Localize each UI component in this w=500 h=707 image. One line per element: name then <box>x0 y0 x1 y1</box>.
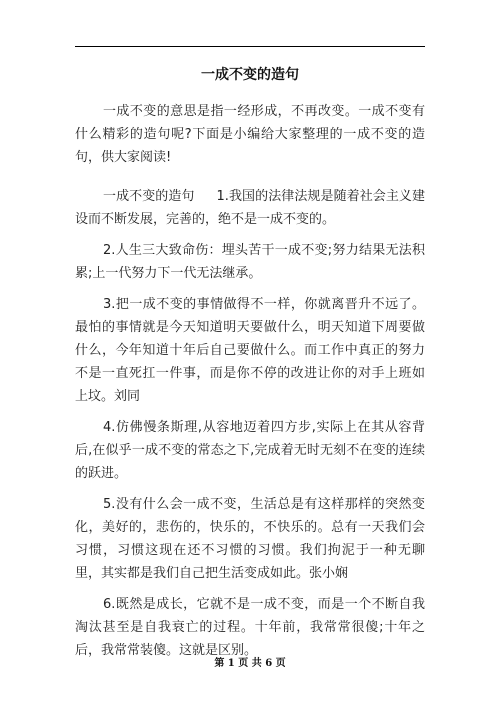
sentence-2: 2.人生三大致命伤：埋头苦干一成不变;努力结果无法积累;上一代努力下一代无法继承。 <box>75 243 425 281</box>
sentence-6: 6.既然是成长，它就不是一成不变，而是一个不断自我淘汰甚至是自我衰亡的过程。十年前，我常常很傻;十年之后，我常常装傻。这就是区别。 <box>75 597 425 658</box>
sentence-3: 3.把一成不变的事情做得不一样，你就离晋升不远了。最怕的事情就是今天知道明天要做什么，明天知道下周要做什么，今年知道十年后自己要做什么。而工作中真正的努力不是一直死扛一件事，而是你不停的改进让你的对手上班如上坟。刘同 <box>75 297 425 404</box>
section-first-paragraph <box>75 185 425 231</box>
page-number: 第 1 页 共 6 页 <box>214 658 286 669</box>
intro-paragraph: 一成不变的意思是指一经形成，不再改变。一成不变有什么精彩的造句呢?下面是小编给大家整理的一成不变的造句，供大家阅读! <box>75 104 425 165</box>
sentence-4: 4.仿佛慢条斯理,从容地迈着四方步,实际上在其从容背后,在似乎一成不变的常态之下,完成着无时无刻不在变的连续的跃进。 <box>75 420 425 481</box>
sentence-1: 1.我国的法律法规是随着社会主义建设而不断发展，完善的，绝不是一成不变的。 <box>75 189 425 227</box>
section-label: 一成不变的造句 <box>103 189 195 204</box>
document-title: 一成不变的造句 <box>201 67 299 83</box>
header-rule <box>75 46 425 47</box>
document-body <box>75 100 425 670</box>
sentence-5: 5.没有什么会一成不变，生活总是有这样那样的突然变化，美好的，悲伤的，快乐的，不快乐的。总有一天我们会习惯，习惯这现在还不习惯的习惯。我们拘泥于一种无聊里，其实都是我们自己把生活变成如此。张小娴 <box>75 497 425 581</box>
